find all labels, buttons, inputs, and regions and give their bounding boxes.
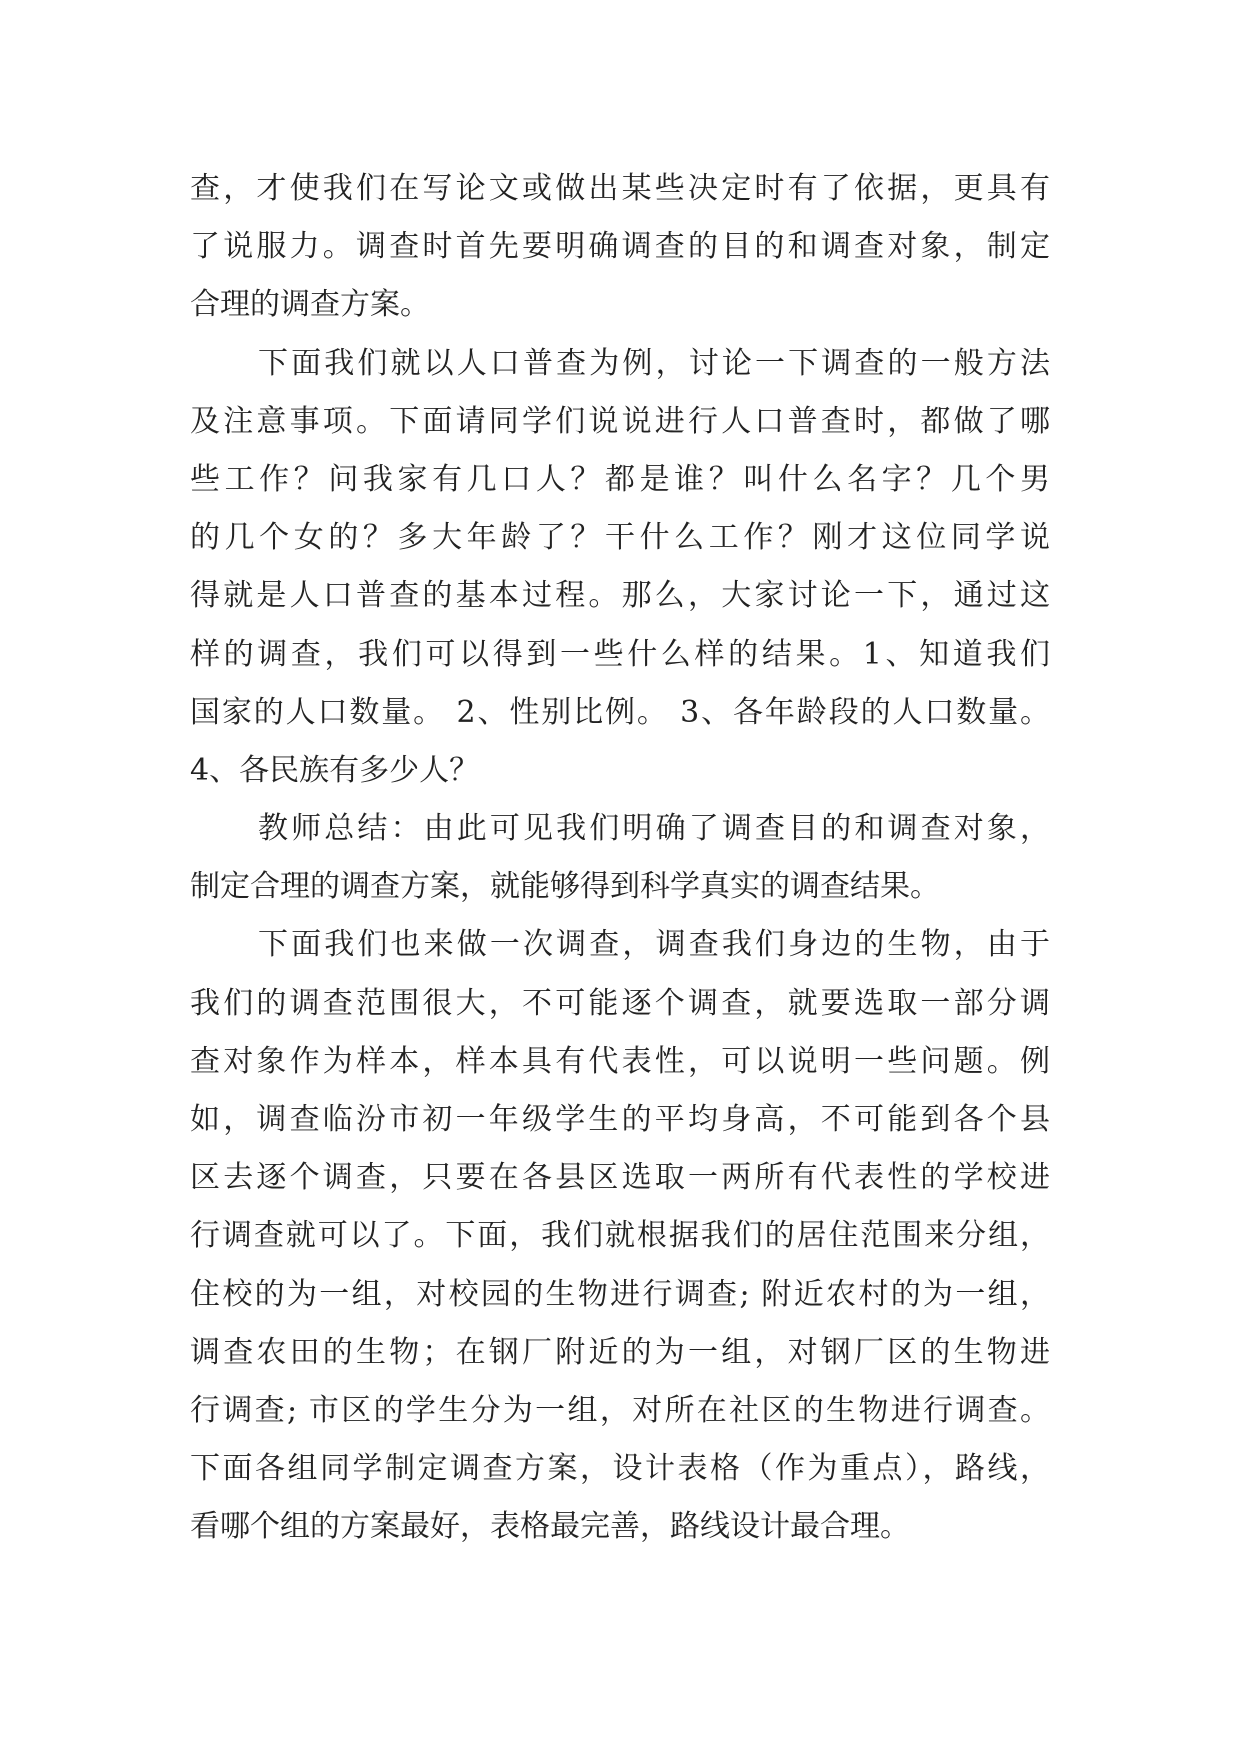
text-line: 国家的人口数量。 2、性别比例。 3、各年龄段的人口数量。 [190, 694, 1050, 730]
text-line: 行调查就可以了。下面，我们就根据我们的居住范围来分组， [190, 1218, 1050, 1254]
text-line: 了说服力。调查时首先要明确调查的目的和调查对象，制定 [190, 229, 1050, 265]
text-line: 及注意事项。下面请同学们说说进行人口普查时，都做了哪 [190, 403, 1050, 439]
text-line: 下面我们就以人口普查为例，讨论一下调查的一般方法 [258, 345, 1050, 381]
paragraph-1 [190, 160, 1050, 335]
paragraph-3 [190, 800, 1050, 916]
text-line: 些工作？问我家有几口人？都是谁？叫什么名字？几个男 [190, 461, 1050, 497]
paragraph-4 [190, 916, 1050, 1556]
text-line: 查对象作为样本，样本具有代表性，可以说明一些问题。例 [190, 1043, 1050, 1079]
text-line: 得就是人口普查的基本过程。那么，大家讨论一下，通过这 [190, 578, 1050, 614]
text-line: 我们的调查范围很大，不可能逐个调查，就要选取一部分调 [190, 985, 1050, 1021]
text-line: 下面我们也来做一次调查，调查我们身边的生物，由于 [258, 927, 1050, 963]
text-line: 4、各民族有多少人？ [190, 752, 480, 788]
text-line: 教师总结：由此可见我们明确了调查目的和调查对象， [258, 811, 1050, 847]
text-line: 样的调查，我们可以得到一些什么样的结果。1、知道我们 [190, 636, 1050, 672]
text-line: 制定合理的调查方案，就能够得到科学真实的调查结果。 [190, 869, 940, 905]
text-line: 行调查; 市区的学生分为一组，对所在社区的生物进行调查。 [190, 1392, 1050, 1428]
text-line: 的几个女的？多大年龄了？干什么工作？刚才这位同学说 [190, 520, 1050, 556]
text-line: 住校的为一组，对校园的生物进行调查; 附近农村的为一组， [190, 1276, 1050, 1312]
text-line: 下面各组同学制定调查方案，设计表格（作为重点），路线， [190, 1451, 1050, 1487]
text-line: 如，调查临汾市初一年级学生的平均身高，不可能到各个县 [190, 1102, 1050, 1137]
text-line: 合理的调查方案。 [190, 287, 430, 323]
text-line: 看哪个组的方案最好，表格最完善，路线设计最合理。 [190, 1509, 910, 1545]
text-line: 查，才使我们在写论文或做出某些决定时有了依据，更具有 [190, 171, 1050, 206]
paragraph-2 [190, 335, 1050, 801]
document-body [190, 160, 1050, 1557]
text-line: 调查农田的生物；在钢厂附近的为一组，对钢厂区的生物进 [190, 1334, 1050, 1370]
text-line: 区去逐个调查，只要在各县区选取一两所有代表性的学校进 [190, 1160, 1050, 1196]
